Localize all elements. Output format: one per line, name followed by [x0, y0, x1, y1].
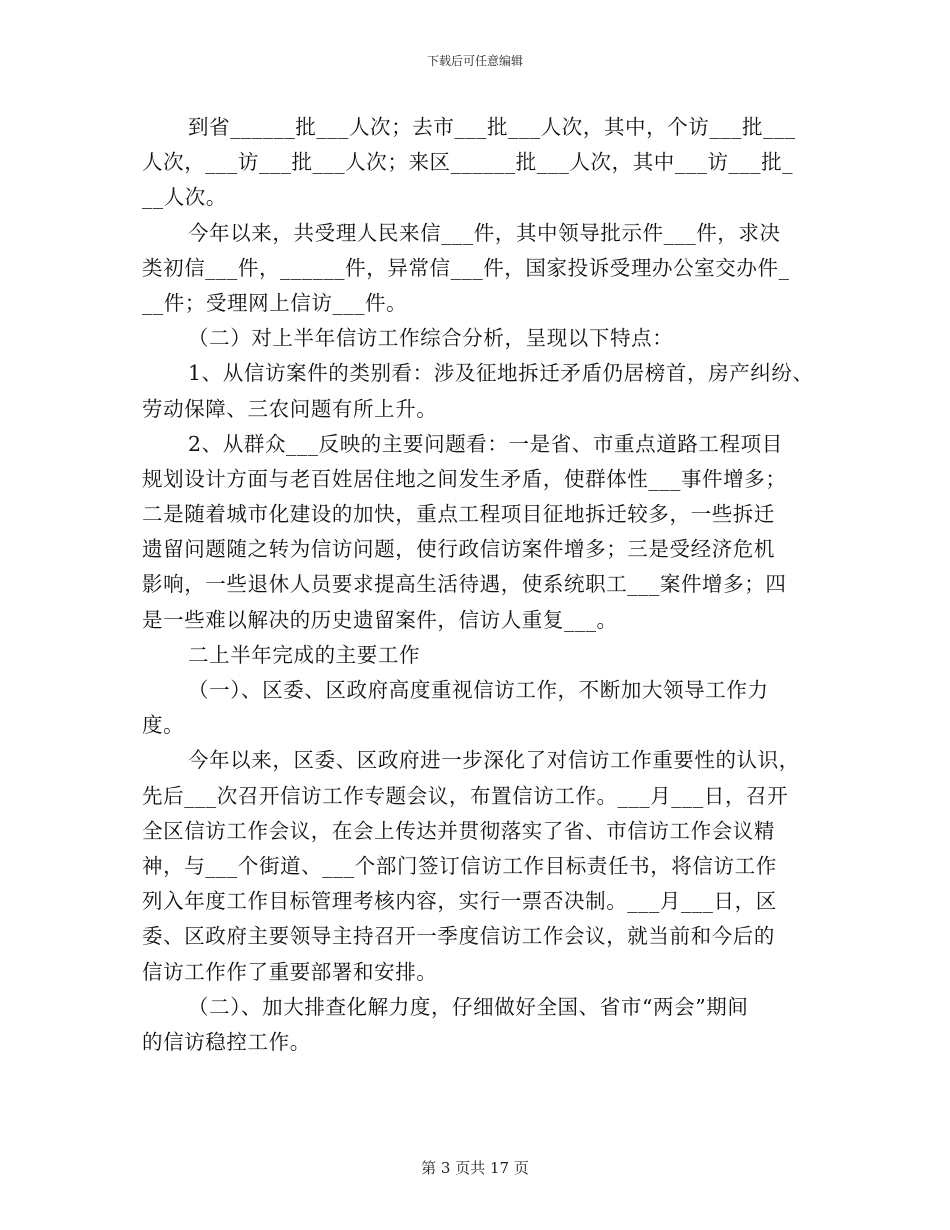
text-line: 今年以来，区委、区政府进一步深化了对信访工作重要性的认识，: [188, 748, 800, 773]
text-line: 人次，___访___批___人次；来区______批___人次，其中___访___批_: [142, 150, 794, 175]
text-line: 2、从群众___反映的主要问题看：一是省、市重点道路工程项目: [188, 431, 783, 456]
document-body: [142, 110, 814, 1060]
text-line: 二上半年完成的主要工作: [188, 642, 421, 667]
text-line: 神，与___个街道、___个部门签订信访工作目标责任书，将信访工作: [142, 853, 777, 878]
text-line: 遗留问题随之转为信访问题，使行政信访案件增多；三是受经济危机: [142, 537, 775, 562]
text-line: 的信访稳控工作。: [142, 1029, 311, 1054]
text-line: 1、从信访案件的类别看：涉及征地拆迁矛盾仍居榜首，房产纠纷、: [188, 361, 814, 386]
text-line: 类初信___件，______件，异常信___件，国家投诉受理办公室交办件_: [142, 255, 790, 280]
text-line: 二是随着城市化建设的加快，重点工程项目征地拆迁较多，一些拆迁: [142, 502, 775, 527]
text-line: 全区信访工作会议，在会上传达并贯彻落实了省、市信访工作会议精: [142, 818, 775, 843]
text-line: 劳动保障、三农问题有所上升。: [142, 396, 438, 421]
page-header: 下载后可任意编辑: [426, 54, 523, 68]
text-line: 委、区政府主要领导主持召开一季度信访工作会议，就当前和今后的: [142, 924, 775, 949]
text-line: 列入年度工作目标管理考核内容，实行一票否决制。___月___日，区: [142, 889, 777, 914]
text-line: 是一些难以解决的历史遗留案件，信访人重复___。: [142, 607, 618, 632]
text-line: 信访工作作了重要部署和安排。: [142, 959, 438, 984]
text-line: 到省______批___人次；去市___批___人次，其中，个访___批___: [188, 115, 796, 139]
text-line: （二）对上半年信访工作综合分析，呈现以下特点：: [188, 326, 674, 351]
text-line: （一）、区委、区政府高度重视信访工作，不断加大领导工作力: [188, 678, 769, 702]
text-line: 今年以来，共受理人民来信___件，其中领导批示件___件，求决: [188, 220, 781, 245]
page-footer: 第 3 页共 17 页: [421, 1159, 529, 1177]
text-line: __人次。: [142, 185, 227, 210]
text-line: 规划设计方面与老百姓居住地之间发生矛盾，使群体性___事件增多；: [142, 466, 787, 491]
text-line: 度。: [142, 713, 185, 738]
text-line: __件；受理网上信访___件。: [142, 290, 408, 315]
text-line: （二）、加大排查化解力度，仔细做好全国、省市“两会”期间: [188, 994, 749, 1019]
text-line: 影响，一些退休人员要求提高生活待遇，使系统职工___案件增多；四: [142, 572, 787, 597]
text-line: 先后___次召开信访工作专题会议，布置信访工作。___月___日，召开: [142, 783, 789, 808]
